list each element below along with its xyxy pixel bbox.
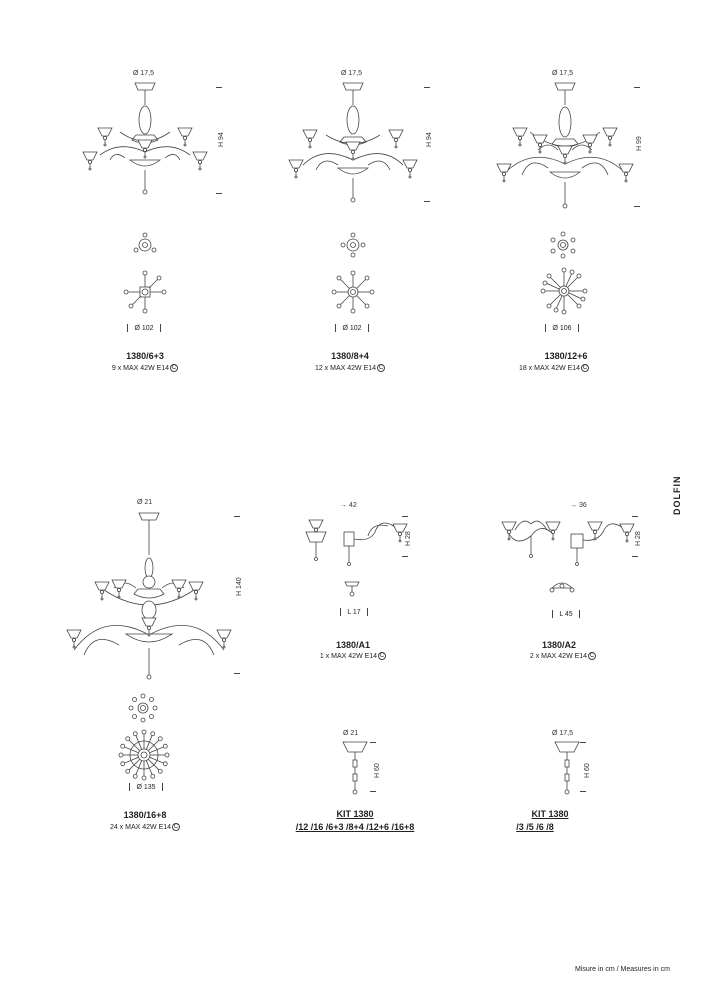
ce-mark-icon: C	[379, 653, 385, 659]
top-view-small-icon	[125, 690, 161, 726]
kit-height: H 60	[374, 763, 381, 778]
product-code: 1380/A2	[541, 640, 577, 650]
wall-lamp-a1-drawing	[300, 512, 410, 572]
brand-label: DOLFIN	[672, 475, 682, 515]
chandelier-6-3-drawing	[80, 80, 210, 210]
ce-mark-icon: C	[171, 365, 177, 371]
length-dimension: L 17	[326, 608, 382, 616]
product-code: 1380/12+6	[544, 351, 588, 361]
base-diameter-dimension: Ø 135	[120, 783, 172, 791]
height-label: H 28	[635, 531, 642, 546]
ce-mark-icon: C	[173, 824, 179, 830]
ce-mark-icon: C	[582, 365, 588, 371]
depth-label: → 42	[340, 502, 357, 509]
kit-diameter: Ø 17,5	[552, 730, 574, 737]
height-label: H 99	[636, 136, 643, 151]
kit-sizes: /12 /16 /6+3 /8+4 /12+6 /16+8	[295, 822, 415, 832]
kit-title: KIT 1380	[531, 809, 569, 819]
height-label: H 94	[218, 132, 225, 147]
kit-height: H 60	[584, 763, 591, 778]
product-spec: 1 x MAX 42W E14 C	[319, 652, 385, 660]
ce-mark-icon: C	[378, 365, 384, 371]
kit-1380-a-drawing	[340, 740, 370, 800]
height-label: H 140	[236, 577, 243, 596]
kit-sizes: /3 /5 /6 /8	[516, 822, 554, 832]
top-view-small-icon	[131, 230, 161, 260]
product-spec: 2 x MAX 42W E14 C	[529, 652, 595, 660]
top-view-large-icon	[117, 728, 171, 782]
product-spec: 18 x MAX 42W E14 C	[518, 364, 588, 372]
top-diameter: Ø 21	[137, 499, 153, 506]
kit-1380-b-drawing	[552, 740, 582, 800]
top-view-large-icon	[538, 265, 590, 317]
top-view-icon	[342, 580, 362, 600]
product-code: 1380/6+3	[126, 351, 164, 361]
product-spec: 9 x MAX 42W E14 C	[111, 364, 177, 372]
base-diameter-dimension: Ø 102	[118, 324, 170, 332]
depth-label: → 36	[570, 502, 587, 509]
top-view-small-icon	[546, 228, 580, 262]
kit-diameter: Ø 21	[343, 730, 359, 737]
product-code: 1380/16+8	[123, 810, 167, 820]
chandelier-16-8-drawing	[64, 510, 234, 685]
top-diameter: Ø 17,5	[552, 70, 574, 77]
product-spec: 24 x MAX 42W E14 C	[109, 823, 179, 831]
base-diameter-dimension: Ø 106	[536, 324, 588, 332]
top-diameter: Ø 17,5	[133, 70, 155, 77]
kit-title: KIT 1380	[336, 809, 374, 819]
top-view-icon	[548, 580, 576, 600]
top-view-large-icon	[120, 267, 170, 317]
top-diameter: Ø 17,5	[341, 70, 363, 77]
wall-lamp-a2-drawing	[497, 512, 637, 572]
product-code: 1380/A1	[335, 640, 371, 650]
height-label: H 94	[426, 132, 433, 147]
height-label: H 28	[405, 531, 412, 546]
product-spec: 12 x MAX 42W E14 C	[314, 364, 384, 372]
length-dimension: L 45	[538, 610, 594, 618]
ce-mark-icon: C	[589, 653, 595, 659]
chandelier-12-6-drawing	[498, 80, 633, 215]
top-view-small-icon	[339, 230, 369, 260]
chandelier-8-4-drawing	[288, 80, 418, 210]
top-view-large-icon	[328, 267, 378, 317]
product-code: 1380/8+4	[331, 351, 369, 361]
footer-measures-note: Misure in cm / Measures in cm	[575, 966, 670, 973]
base-diameter-dimension: Ø 102	[326, 324, 378, 332]
